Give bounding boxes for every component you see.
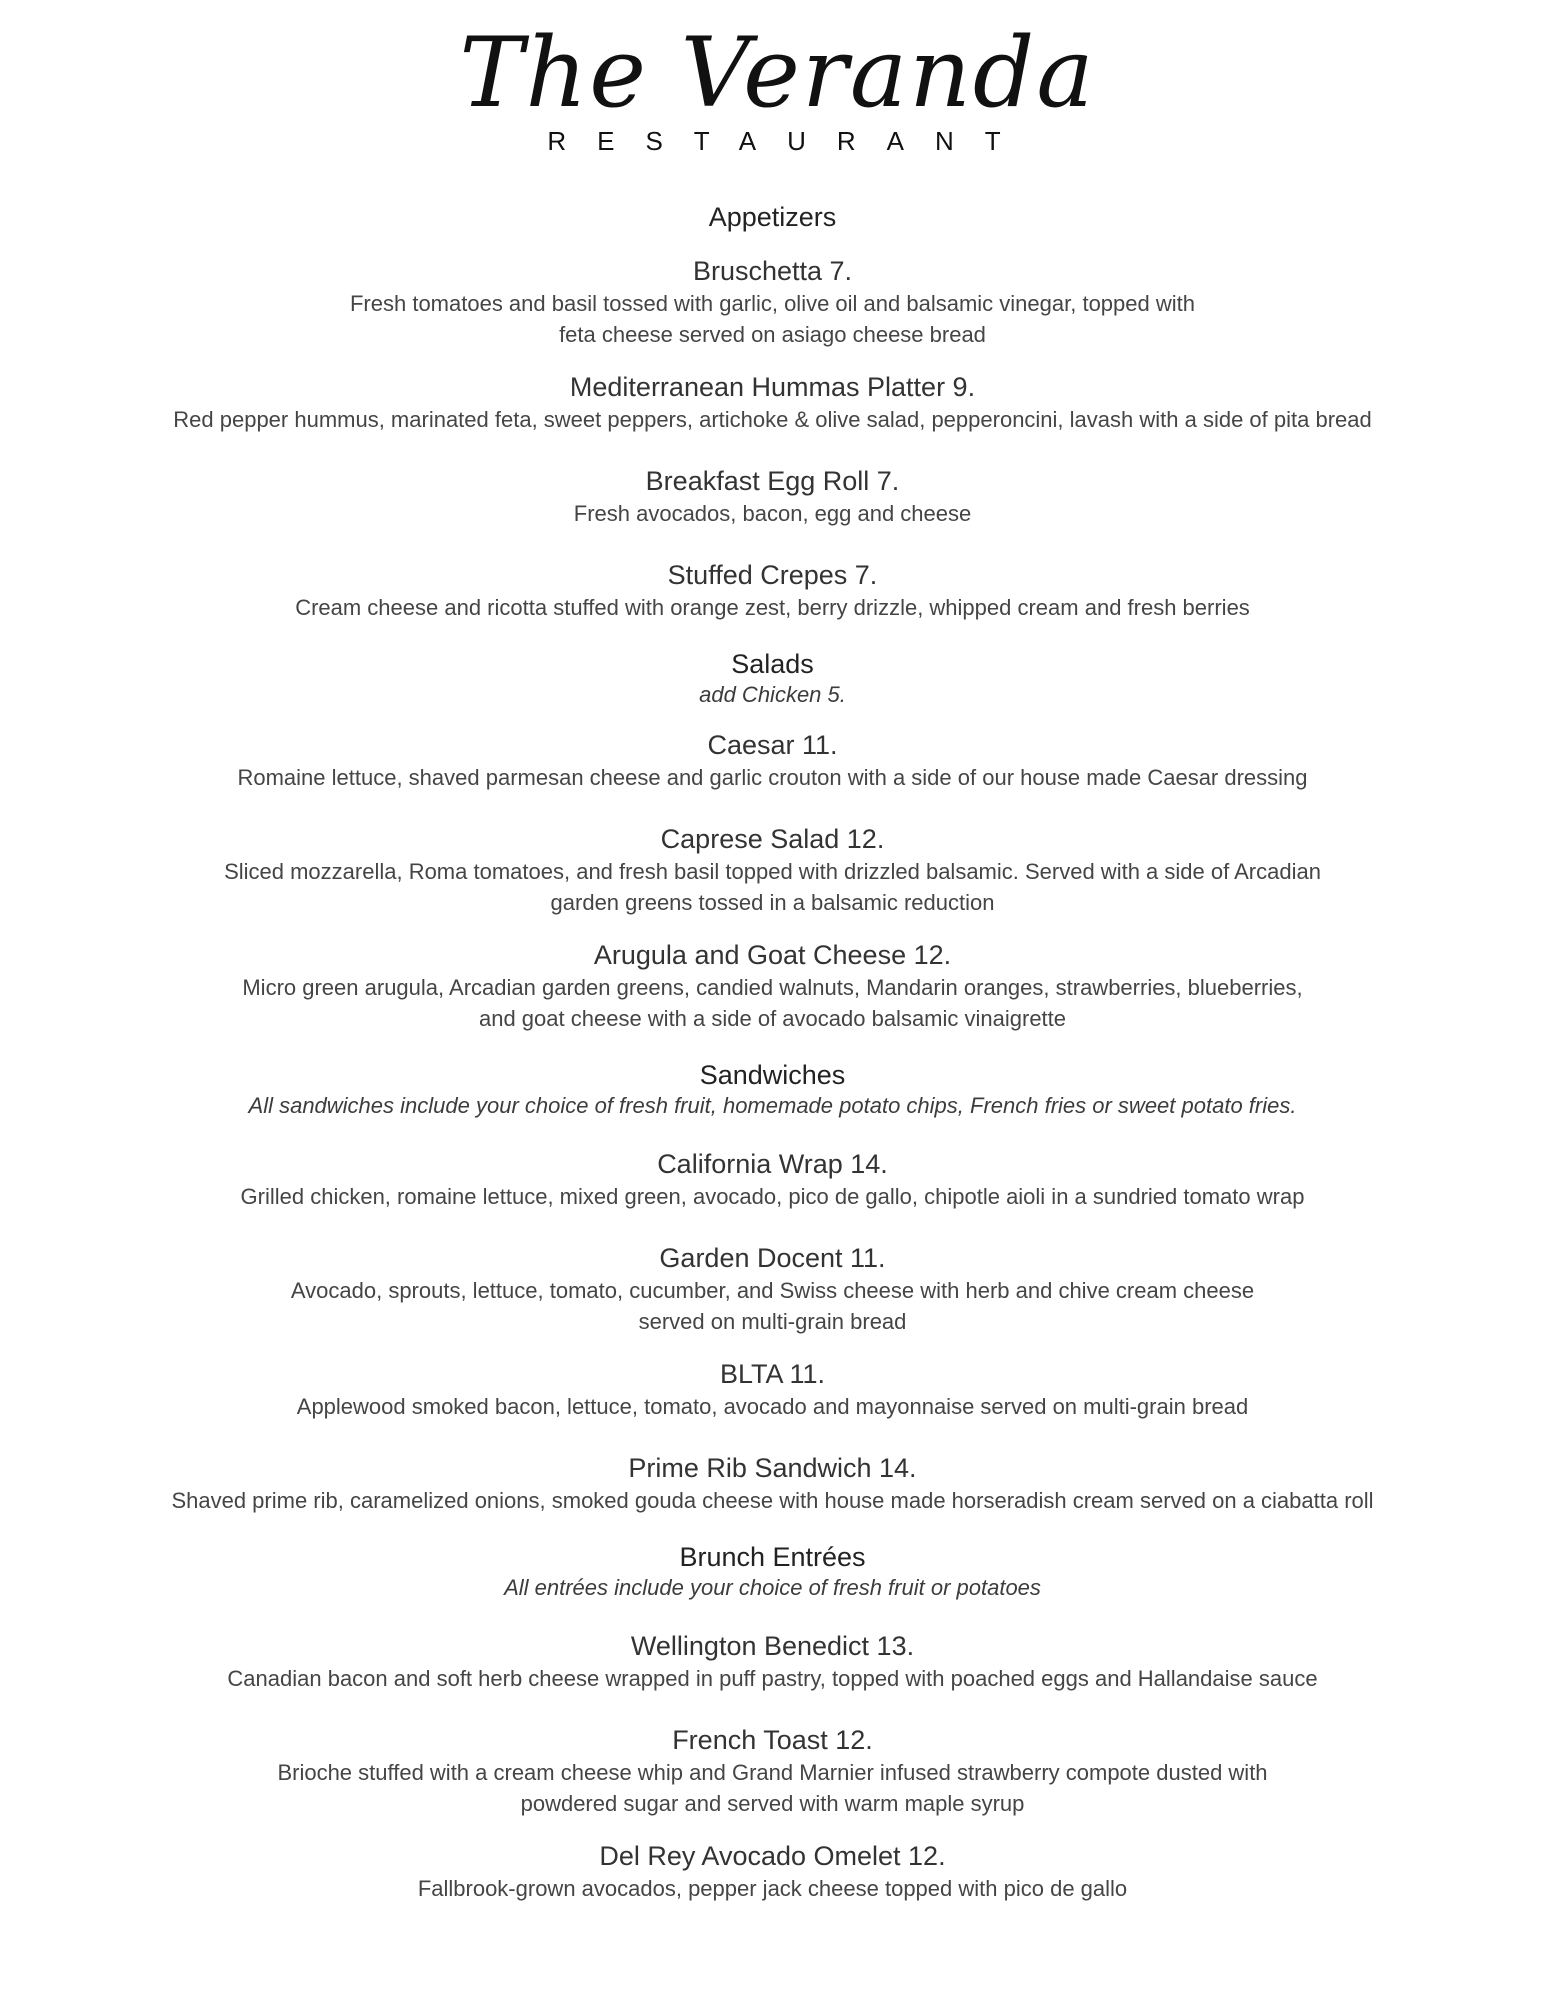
item-description: Romaine lettuce, shaved parmesan cheese and garlic crouton with a side of our house made Caesar dressing bbox=[237, 765, 1308, 790]
restaurant-subtitle: RESTAURANT bbox=[547, 126, 1032, 156]
section-note-brunch: All entrées include your choice of fresh fruit or potatoes bbox=[504, 1575, 1041, 1600]
menu-item bbox=[0, 1452, 1545, 1516]
menu-item bbox=[0, 255, 1545, 350]
section-title-salads: Salads bbox=[731, 649, 814, 679]
section-appetizers bbox=[0, 200, 1545, 623]
item-description: Fallbrook-grown avocados, pepper jack cheese topped with pico de gallo bbox=[417, 1876, 1128, 1901]
item-name: Caesar 11. bbox=[707, 730, 838, 760]
item-description: Sliced mozzarella, Roma tomatoes, and fresh basil topped with drizzled balsamic. Served with a side of Arcadian garden greens tossed in a balsamic reduction bbox=[224, 859, 1321, 915]
item-name: Arugula and Goat Cheese 12. bbox=[593, 940, 952, 970]
section-title-brunch: Brunch Entrées bbox=[679, 1542, 866, 1572]
item-name: Caprese Salad 12. bbox=[660, 824, 885, 854]
section-title-appetizers: Appetizers bbox=[708, 202, 837, 232]
item-name: French Toast 12. bbox=[672, 1725, 873, 1755]
menu-item bbox=[0, 823, 1545, 918]
item-description: Micro green arugula, Arcadian garden greens, candied walnuts, Mandarin oranges, strawberries, blueberries, and goat cheese with a side of avocado balsamic vinaigrette bbox=[242, 975, 1303, 1031]
item-description: Brioche stuffed with a cream cheese whip and Grand Marnier infused strawberry compote dusted with powdered sugar and served with warm maple syrup bbox=[277, 1760, 1268, 1816]
menu-item bbox=[0, 1358, 1545, 1422]
menu-item bbox=[0, 729, 1545, 793]
menu-item bbox=[0, 1148, 1545, 1212]
menu-item bbox=[0, 465, 1545, 529]
item-name: California Wrap 14. bbox=[657, 1149, 888, 1179]
item-description: Red pepper hummus, marinated feta, sweet peppers, artichoke & olive salad, pepperoncini, lavash with a side of pita bread bbox=[173, 407, 1372, 432]
section-sandwiches bbox=[0, 1058, 1545, 1516]
restaurant-name: The Veranda bbox=[459, 17, 1096, 129]
menu-content bbox=[0, 200, 1545, 1904]
item-description: Fresh avocados, bacon, egg and cheese bbox=[573, 501, 972, 526]
restaurant-logo bbox=[0, 18, 1545, 157]
item-description: Cream cheese and ricotta stuffed with orange zest, berry drizzle, whipped cream and fresh berries bbox=[295, 595, 1250, 620]
item-name: Garden Docent 11. bbox=[659, 1243, 886, 1273]
menu-item bbox=[0, 1840, 1545, 1904]
item-description: Applewood smoked bacon, lettuce, tomato, avocado and mayonnaise served on multi-grain bread bbox=[296, 1394, 1249, 1419]
menu-item bbox=[0, 371, 1545, 435]
item-description: Canadian bacon and soft herb cheese wrapped in puff pastry, topped with poached eggs and Hallandaise sauce bbox=[227, 1666, 1318, 1691]
item-description: Grilled chicken, romaine lettuce, mixed green, avocado, pico de gallo, chipotle aioli in a sundried tomato wrap bbox=[240, 1184, 1305, 1209]
item-name: Bruschetta 7. bbox=[692, 256, 853, 286]
section-brunch-entrees bbox=[0, 1540, 1545, 1904]
item-description: Avocado, sprouts, lettuce, tomato, cucumber, and Swiss cheese with herb and chive cream cheese served on multi-grain bread bbox=[290, 1278, 1255, 1334]
section-note-sandwiches: All sandwiches include your choice of fresh fruit, homemade potato chips, French fries or sweet potato fries. bbox=[248, 1093, 1297, 1118]
item-name: Mediterranean Hummas Platter 9. bbox=[569, 372, 976, 402]
section-note-salads: add Chicken 5. bbox=[699, 682, 846, 707]
menu-item bbox=[0, 939, 1545, 1034]
item-name: Del Rey Avocado Omelet 12. bbox=[599, 1841, 946, 1871]
item-name: Stuffed Crepes 7. bbox=[667, 560, 878, 590]
item-name: BLTA 11. bbox=[719, 1359, 826, 1389]
menu-item bbox=[0, 559, 1545, 623]
menu-item bbox=[0, 1630, 1545, 1694]
item-name: Breakfast Egg Roll 7. bbox=[645, 466, 900, 496]
item-description: Fresh tomatoes and basil tossed with garlic, olive oil and balsamic vinegar, topped with feta cheese served on asiago cheese bread bbox=[349, 291, 1195, 347]
item-name: Wellington Benedict 13. bbox=[630, 1631, 915, 1661]
menu-item bbox=[0, 1242, 1545, 1337]
section-title-sandwiches: Sandwiches bbox=[699, 1060, 846, 1090]
item-name: Prime Rib Sandwich 14. bbox=[628, 1453, 917, 1483]
item-description: Shaved prime rib, caramelized onions, smoked gouda cheese with house made horseradish cream served on a ciabatta roll bbox=[171, 1488, 1374, 1513]
section-salads bbox=[0, 647, 1545, 1034]
menu-item bbox=[0, 1724, 1545, 1819]
